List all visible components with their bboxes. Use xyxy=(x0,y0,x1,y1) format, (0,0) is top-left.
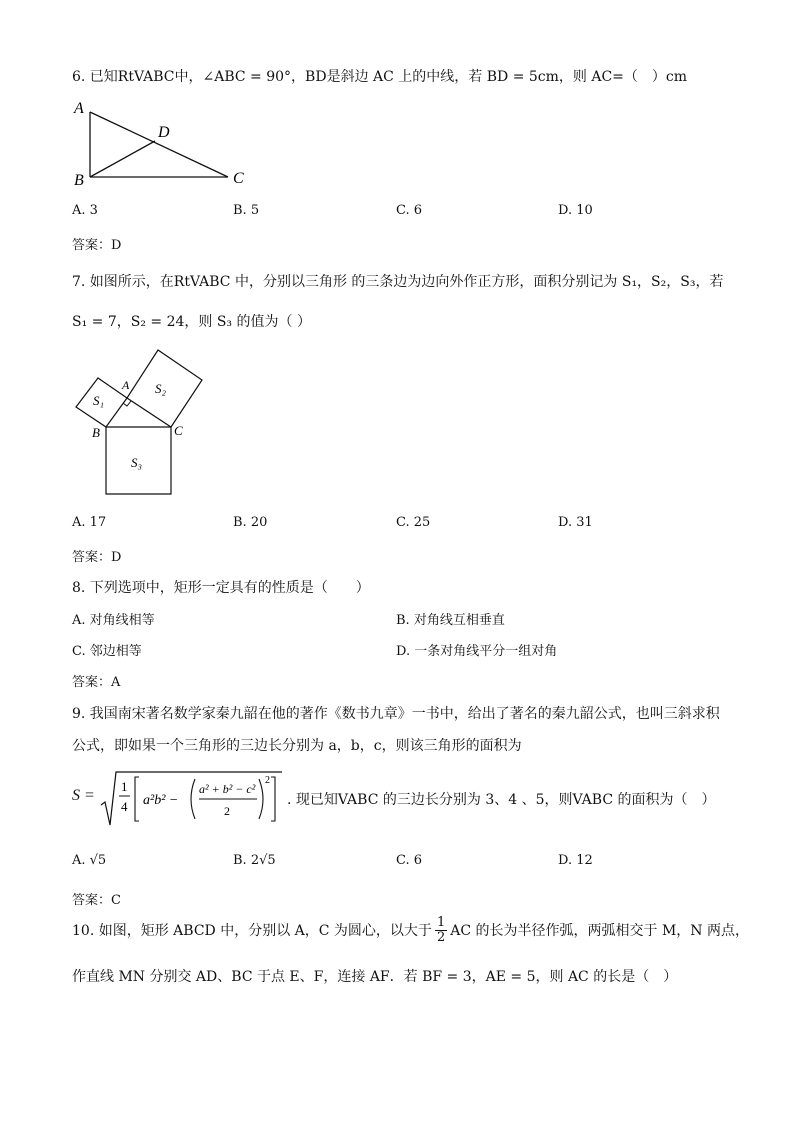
q10-frac-num: 1 xyxy=(436,915,446,930)
q7-option-a: A. 17 xyxy=(72,515,107,530)
q8-answer: 答案：A xyxy=(72,675,121,690)
q10-fraction xyxy=(435,916,447,944)
q8-stem: 8. 下列选项中，矩形一定具有的性质是（ ） xyxy=(72,580,370,596)
q7-option-d: D. 31 xyxy=(558,515,593,530)
q6-option-d: D. 10 xyxy=(558,203,593,218)
q6-figure xyxy=(70,95,260,190)
q10-frac-den: 2 xyxy=(436,929,446,945)
q6-side-ac xyxy=(90,112,228,177)
q9-after-formula: . 现已知VABC 的三边长分别为 3、4 、5，则VABC 的面积为（ ） xyxy=(287,792,716,808)
q9-stem-line2: 公式，即如果一个三角形的三边长分别为 a，b，c，则该三角形的面积为 xyxy=(72,738,522,754)
q7-label-s2: S₂ xyxy=(155,381,167,396)
q9-option-c: C. 6 xyxy=(396,853,423,868)
q6-label-d: D xyxy=(158,124,170,141)
q7-label-s3: S₃ xyxy=(131,455,143,470)
q8-option-c: C. 邻边相等 xyxy=(72,644,142,659)
q7-label-s1: S₁ xyxy=(93,393,105,408)
q6-option-b: B. 5 xyxy=(233,203,260,218)
q7-label-a: A xyxy=(122,378,130,392)
q6-label-c: C xyxy=(233,170,244,187)
q7-stem-line2: S₁ = 7，S₂ = 24，则 S₃ 的值为（ ） xyxy=(72,314,311,330)
q6-label-b: B xyxy=(74,172,84,189)
q8-option-a: A. 对角线相等 xyxy=(72,613,155,628)
q7-figure xyxy=(70,345,210,500)
q6-option-c: C. 6 xyxy=(396,203,423,218)
q9-formula-a2b2: a²b² − xyxy=(143,793,179,808)
q6-stem: 6. 已知RtVABC中，∠ABC = 90°，BD是斜边 AC 上的中线，若 BD = 5cm，则 AC=（ ）cm xyxy=(72,69,688,85)
q9-option-d: D. 12 xyxy=(558,853,593,868)
q8-option-b: B. 对角线互相垂直 xyxy=(396,613,505,628)
q6-option-a: A. 3 xyxy=(72,203,98,218)
q8-option-d: D. 一条对角线平分一组对角 xyxy=(396,644,558,659)
q7-label-b: B xyxy=(92,425,100,440)
q7-answer: 答案：D xyxy=(72,550,122,565)
q9-formula-den: 2 xyxy=(224,804,230,818)
q9-formula-num: a² + b² − c² xyxy=(199,782,256,796)
q7-label-c: C xyxy=(174,423,183,438)
q9-formula-sq: 2 xyxy=(265,775,270,786)
q9-option-b: B. 2√5 xyxy=(233,853,276,868)
q7-option-c: C. 25 xyxy=(396,515,431,530)
q10-stem-line1 xyxy=(72,916,749,944)
q10-text-b: AC 的长为半径作弧，两弧相交于 M，N 两点， xyxy=(450,923,749,940)
q9-stem-line1: 9. 我国南宋著名数学家秦九韶在他的著作《数书九章》一书中，给出了著名的秦九韶公式，也叫三斜求积 xyxy=(72,706,720,722)
q9-option-a: A. √5 xyxy=(72,853,107,868)
q10-stem-line2: 作直线 MN 分别交 AD、BC 于点 E、F，连接 AF．若 BF = 3，AE = 5，则 AC 的长是（ ） xyxy=(72,969,678,985)
q9-formula-radical xyxy=(99,769,284,829)
q10-text-a: 10. 如图，矩形 ABCD 中，分别以 A，C 为圆心，以大于 xyxy=(72,923,432,940)
q7-option-b: B. 20 xyxy=(233,515,268,530)
q9-formula-lhs: S = xyxy=(72,787,95,804)
q9-formula-four: 4 xyxy=(121,799,128,814)
q6-median-bd xyxy=(90,141,155,177)
q9-formula-one: 1 xyxy=(121,779,128,794)
q9-answer: 答案：C xyxy=(72,893,121,908)
q7-stem-line1: 7. 如图所示，在RtVABC 中，分别以三角形 的三条边为边向外作正方形，面积分别记为 S₁，S₂，S₃，若 xyxy=(72,274,724,290)
q6-answer: 答案：D xyxy=(72,238,122,253)
q6-label-a: A xyxy=(74,100,84,117)
